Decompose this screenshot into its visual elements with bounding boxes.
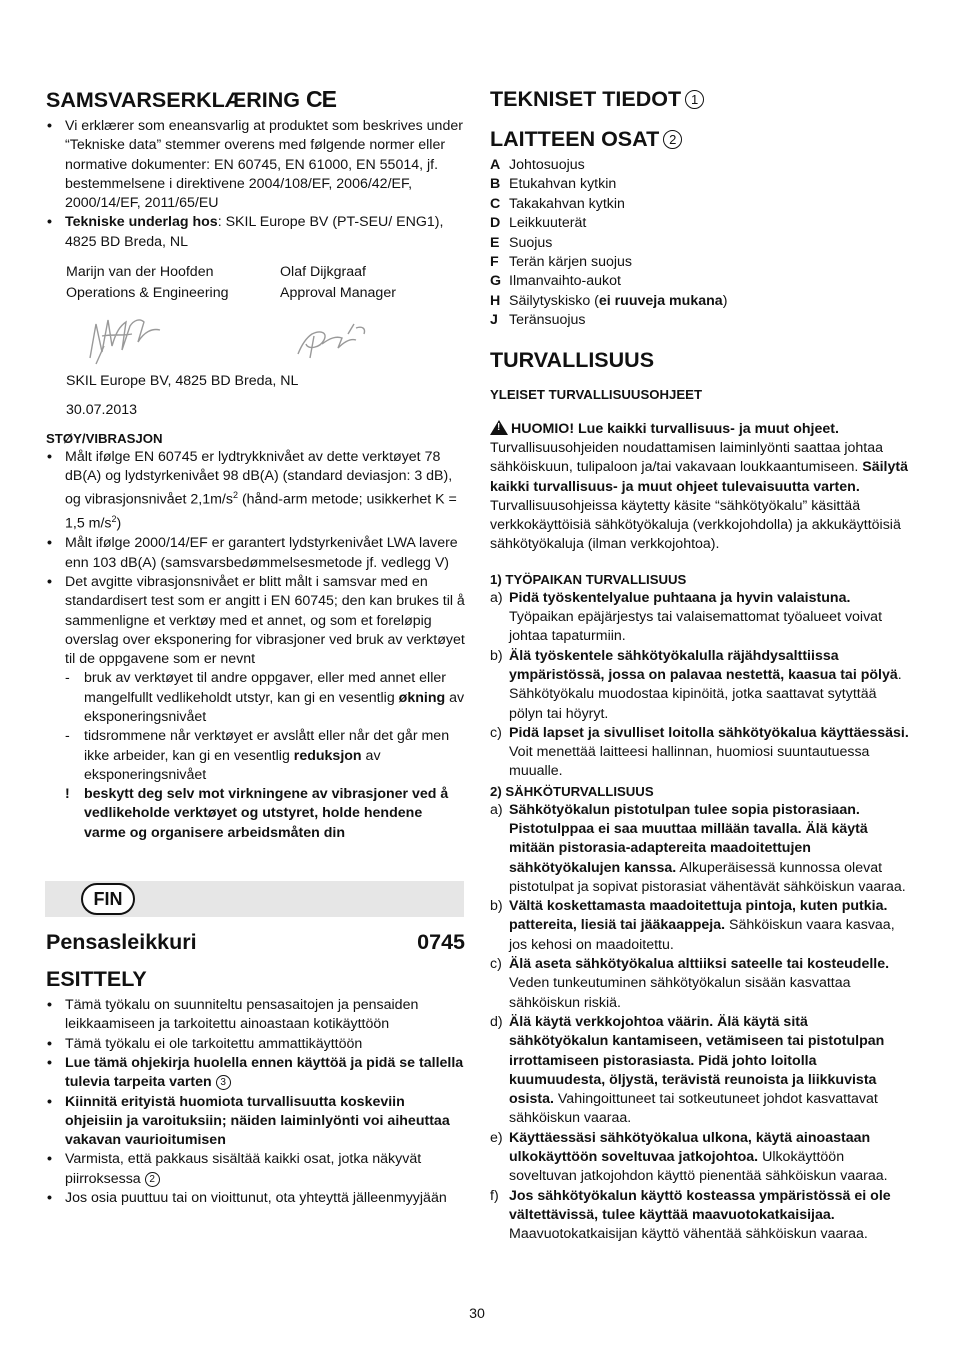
list-item: a) Pidä työskentelyalue puhtaana ja hyvin valaistuna. Työpaikan epäjärjestys tai valaisemattomat työalueet voivat johtaa tapaturmiin. [490, 589, 883, 645]
list-item: B Etukahvan kytkin [490, 176, 617, 193]
signatures [66, 304, 465, 370]
list-item: • Kiinnitä erityistä huomiota turvallisuutta koskeviin ohjeisiin ja varoituksiin; näiden laiminlyönti voi aiheuttaa vakavan vaurioitumisen [46, 1093, 465, 1151]
warning-icon [490, 420, 508, 435]
electrical-heading: 2) SÄHKÖTURVALLISUUS [490, 783, 654, 799]
page-number: 30 [469, 1306, 485, 1322]
list-item: • Det avgitte vibrasjonsnivået er blitt målt i samsvar med en standardisert test som er angitt i EN 60745; den kan brukes til å sammenligne et verktøy med et annet, og som et foreløpig overslag over eksponering for vibrasjoner ved bruk av verktøyet til de oppgavene som er nevnt [46, 573, 465, 669]
noise-vibration-heading: STØY/VIBRASJON [46, 430, 163, 446]
signatory-name: Olaf Dijkgraaf [280, 264, 366, 281]
list-item: C Takakahvan kytkin [490, 195, 625, 212]
list-item: ! beskytt deg selv mot virkningene av vibrasjoner ved å vedlikeholde verktøyet og utstyret, holde hendene varme og organisere arbeidsmåten din [65, 786, 449, 841]
list-item: d) Älä käytä verkkojohtoa väärin. Älä käytä sitä sähkötyökalun kantamiseen, vetämiseen tai pistotulpan irrottamiseen pistorasiasta. Pidä johto loitolla kuumuudesta, öljystä, terävistä reunoista ja liikkuvista osista. Vahingoittuneet tai sotkeutuneet johdot kasvattavat sähköiskun vaaraa. [490, 1013, 885, 1127]
list-item: b) Vältä koskettamasta maadoitettuja pintoja, kuten putkia. pattereita, liesiä tai jääkaappeja. Sähköiskun vaara kasvaa, jos kehosi on maadoitettu. [490, 898, 895, 953]
language-bar [45, 881, 464, 917]
intro-list [46, 996, 465, 1208]
list-item: • Målt ifølge EN 60745 er lydtrykknivået av dette verktøyet 78 dB(A) og lydstyrkenivået 98 dB(A) (standard deviasjon: 3 dB), og vibrasjonsnivået $2,1m/s^2$ (hånd-arm metode; usikkerhet K = 1,5 $m/s^2$) [46, 448, 465, 535]
list-item: - tidsrommene når verktøyet er avslått eller når det går men ikke arbeider, kan gi en vesentlig reduksjon av eksponeringsnivået [65, 728, 450, 783]
signature-2-icon [292, 314, 382, 364]
signatory-title: Operations & Engineering [66, 285, 229, 302]
list-item: G Ilmanvaihto-aukot [490, 273, 621, 290]
list-item: b) Älä työskentele sähkötyökalulla räjähdysalttiissa ympäristössä, jossa on palavaa nestettä, kaasua tai pölyä. Sähkötyökalu muodostaa kipinöitä, jotka saattavat sytyttää pölyn tai höyryt. [490, 647, 902, 722]
list-item: • Tämä työkalu on suunniteltu pensasaitojen ja pensaiden leikkaamiseen ja tarkoitettu ainoastaan kotikäyttöön [46, 996, 465, 1035]
right-column [490, 86, 910, 1245]
figure-ref: 1 [685, 90, 704, 109]
list-item: c) Pidä lapset ja sivulliset loitolla sähkötyökalua käyttäessäsi. Voit menettää laitteesi hallinnan, huomiosi suuntautuessa muualle. [490, 724, 909, 780]
list-item: • Målt ifølge 2000/14/EF er garantert lydstyrkenivået LWA lavere enn 103 dB(A) (samsvarsbedømmelsesmetode jf. vedlegg V) [46, 534, 465, 573]
exposure-list [46, 669, 465, 843]
list-item: A Johtosuojus [490, 157, 585, 173]
work-area-list [490, 589, 910, 782]
conformity-list [46, 117, 465, 252]
signature-1-icon [82, 306, 172, 368]
left-column [46, 86, 465, 1208]
list-item: H Säilytyskisko (ei ruuveja mukana) [490, 292, 728, 309]
signatories [46, 262, 465, 304]
signatory-2 [280, 262, 494, 304]
safety-heading: TURVALLISUUS [490, 347, 655, 372]
list-item: D Leikkuuterät [490, 215, 587, 232]
company-address: SKIL Europe BV, 4825 BD Breda, NL [66, 373, 299, 390]
tech-data-heading: TEKNISET TIEDOT 1 [490, 86, 910, 112]
signatory-name: Marijn van der Hoofden [66, 264, 214, 281]
signatory-title: Approval Manager [280, 285, 396, 302]
product-title-row [46, 929, 465, 955]
ce-mark-icon: CE [306, 86, 336, 112]
list-item: E Suojus [490, 234, 553, 251]
product-name: Pensasleikkuri [46, 930, 197, 955]
list-item: F Terän kärjen suojus [490, 254, 633, 271]
list-item: f) Jos sähkötyökalun käyttö kosteassa ympäristössä ei ole vältettävissä, tulee käyttää maavuotokatkaisijaa. Maavuotokatkaisijan käyttö vähentää sähköiskun vaaraa. [490, 1187, 891, 1243]
list-item: a) Sähkötyökalun pistotulpan tulee sopia pistorasiaan. Pistotulppaa ei saa muuttaa millään tavalla. Älä käytä mitään pistorasia-adaptereita maadoitettujen sähkötyökalujen kanssa. Alkuperäisessä kunnossa olevat pistotulpat ja sopivat pistorasiat vähentävät sähköiskun vaaraa. [490, 801, 906, 895]
list-item: • Tekniske underlag hos: SKIL Europe BV (PT-SEU/ ENG1), 4825 BD Breda, NL [46, 213, 465, 252]
general-safety-heading: YLEISET TURVALLISUUSOHJEET [490, 386, 703, 402]
figure-ref: 3 [216, 1075, 231, 1090]
language-badge: FIN [81, 883, 135, 915]
noise-list [46, 448, 465, 670]
list-item: J Teränsuojus [490, 312, 586, 329]
list-item: e) Käyttäessäsi sähkötyökalua ulkona, käytä ainoastaan ulkokäyttöön soveltuvaa jatkojohtoa. Ulkokäyttöön soveltuvan jatkojohdon käyttö pienentää sähköiskun vaaraa. [490, 1129, 888, 1185]
work-area-heading: 1) TYÖPAIKAN TURVALLISUUS [490, 571, 687, 587]
list-item: c) Älä aseta sähkötyökalua alttiiksi sateelle tai kosteudelle. Veden tunkeutuminen sähkötyökalun sisään kasvattaa sähköiskun riskiä. [490, 956, 890, 1011]
list-item: • Varmista, että pakkaus sisältää kaikki osat, jotka näkyvät piirroksessa 2 [46, 1150, 465, 1189]
figure-ref: 2 [663, 130, 682, 149]
declaration-date: 30.07.2013 [66, 402, 138, 419]
list-item: • Tämä työkalu ei ole tarkoitettu ammattikäyttöön [46, 1035, 465, 1054]
list-item: • Lue tämä ohjekirja huolella ennen käyttöä ja pidä se tallella tulevia tarpeita varten 3 [46, 1054, 465, 1093]
parts-list [490, 156, 910, 331]
conformity-title: SAMSVARSERKLÆRING [46, 88, 301, 112]
electrical-list [490, 801, 910, 1245]
list-item: • Jos osia puuttuu tai on vioittunut, ota yhteyttä jälleenmyyjään [46, 1189, 465, 1208]
model-number: 0745 [417, 930, 465, 955]
signatory-1 [66, 262, 280, 304]
list-item: - bruk av verktøyet til andre oppgaver, eller med annet eller mangelfullt vedlikeholdt utstyr, kan gi en vesentlig økning av eksponeringsnivået [65, 670, 465, 725]
list-item: • Vi erklærer som eneansvarlig at produktet som beskrives under “Tekniske data” stemmer overens med følgende normer eller normative dokumenter: EN 60745, EN 61000, EN 55014, jf. bestemmelsene i direktivene 2004/108/EF, 2006/42/EF, 2000/14/EF, 2011/65/EU [46, 117, 465, 213]
figure-ref: 2 [145, 1172, 160, 1187]
intro-heading: ESITTELY [46, 967, 147, 992]
safety-warning: !HUOMIO! Lue kaikki turvallisuus- ja muut ohjeet. Turvallisuusohjeiden noudattamisen laiminlyönti saattaa johtaa sähköiskuun, tulipaloon ja/tai vakavaan loukkaantumiseen. Säilytä kaikki turvallisuus- ja muut ohjeet tulevaisuutta varten. Turvallisuusohjeissa käytetty käsite “sähkötyökalu” käsittää verkkokäyttöisiä sähkötyökaluja (verkkojohdolla) ja akkukäyttöisiä sähkötyökaluja (ilman verkkojohtoa). [490, 420, 910, 555]
conformity-heading [46, 86, 465, 113]
parts-heading: LAITTEEN OSAT 2 [490, 126, 910, 152]
